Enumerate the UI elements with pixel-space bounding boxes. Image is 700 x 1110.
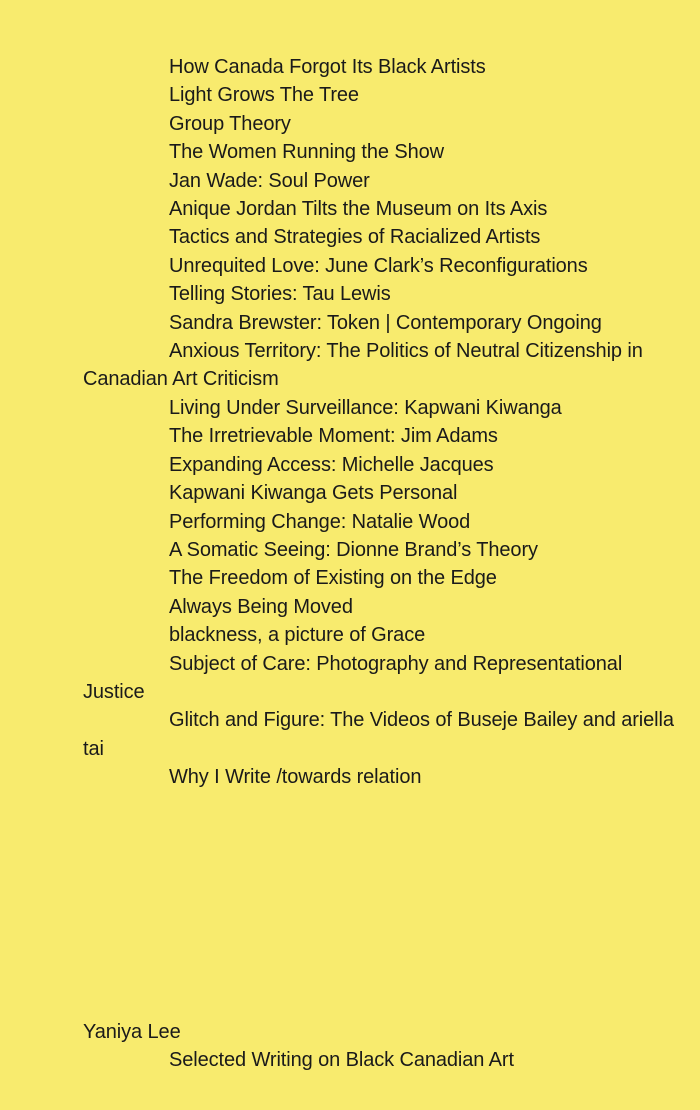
contents-entry: Performing Change: Natalie Wood [169, 510, 471, 533]
contents-entry: Unrequited Love: June Clark’s Reconfigurations [169, 254, 588, 277]
contents-entry: Jan Wade: Soul Power [169, 169, 370, 192]
contents-entry: blackness, a picture of Grace [169, 624, 426, 647]
contents-entry: Anique Jordan Tilts the Museum on Its Axis [169, 198, 548, 221]
contents-entry: Group Theory [169, 112, 291, 135]
contents-entry: Tactics and Strategies of Racialized Artists [169, 226, 541, 249]
contents-entry: Expanding Access: Michelle Jacques [169, 453, 494, 476]
contents-entry: Glitch and Figure: The Videos of Buseje Bailey and ariella tai [83, 709, 674, 760]
contents-entry: Why I Write /towards relation [169, 766, 422, 789]
contents-entry: The Freedom of Existing on the Edge [169, 567, 497, 590]
contents-entry: How Canada Forgot Its Black Artists [169, 56, 486, 78]
contents-entry: Light Grows The Tree [169, 84, 359, 107]
contents-entry: The Women Running the Show [169, 141, 444, 164]
contents-list [83, 53, 683, 792]
contents-entry: Anxious Territory: The Politics of Neutral Citizenship in Canadian Art Criticism [83, 340, 643, 391]
contents-entry: Subject of Care: Photography and Representational Justice [83, 652, 623, 703]
contents-entry: The Irretrievable Moment: Jim Adams [169, 425, 498, 448]
cover-footer [83, 1018, 683, 1075]
contents-entry: Kapwani Kiwanga Gets Personal [169, 482, 458, 505]
contents-entry: Always Being Moved [169, 595, 353, 618]
author-name: Yaniya Lee [83, 1021, 181, 1043]
book-subtitle: Selected Writing on Black Canadian Art [169, 1049, 514, 1072]
contents-entry: Living Under Surveillance: Kapwani Kiwanga [169, 396, 562, 419]
contents-entry: A Somatic Seeing: Dionne Brand’s Theory [169, 538, 538, 561]
contents-entry: Sandra Brewster: Token | Contemporary Ongoing [169, 311, 602, 334]
contents-entry: Telling Stories: Tau Lewis [169, 283, 391, 306]
